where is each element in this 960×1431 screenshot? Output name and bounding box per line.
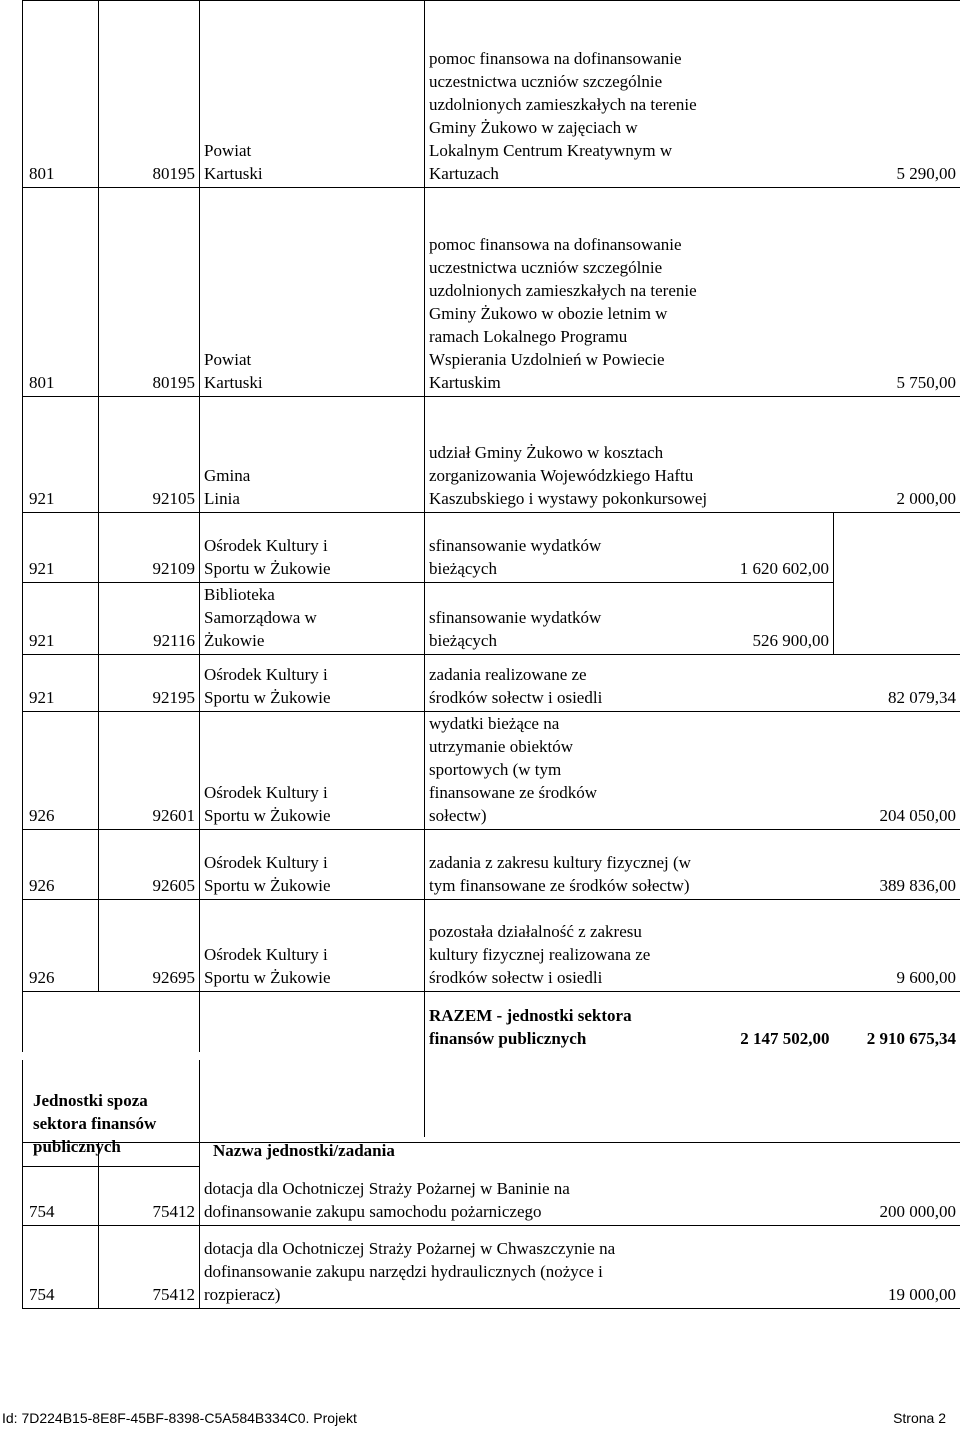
desc-text: wydatki bieżące na utrzymanie obiektów sportowych (w tym finansowane ze środków sołectw) bbox=[429, 714, 598, 825]
table-row bbox=[23, 1, 960, 188]
rozdzial-cell: 80195 bbox=[99, 188, 200, 397]
amount-a-cell bbox=[712, 712, 834, 830]
amount-a-cell bbox=[712, 830, 834, 900]
unit-text: Ośrodek Kultury i Sportu w Żukowie bbox=[204, 853, 331, 895]
table-row bbox=[23, 397, 960, 513]
unit-text: Ośrodek Kultury i Sportu w Żukowie bbox=[204, 665, 331, 707]
desc-text: sfinansowanie wydatków bieżących bbox=[429, 608, 602, 650]
desc-cell bbox=[425, 655, 712, 712]
desc-cell bbox=[425, 900, 712, 992]
amount-b-cell: 9 600,00 bbox=[834, 900, 960, 992]
desc-cell: pomoc finansowa na dofinansowanie uczestnictwa uczniów szczególnie uzdolnionych zamieszkałych na terenie Gminy Żukowo w zajęciach w Lokalnym Centrum Kreatywnym w Kartuzach bbox=[425, 1, 712, 188]
total-label-text: RAZEM - jednostki sektora finansów publicznych bbox=[429, 1005, 632, 1048]
unit-text: Powiat Kartuski bbox=[204, 141, 263, 183]
desc-cell: udział Gminy Żukowo w kosztach zorganizowania Wojewódzkiego Haftu Kaszubskiego i wystawy pokonkursowej bbox=[425, 397, 712, 513]
desc-cell: pomoc finansowa na dofinansowanie uczestnictwa uczniów szczególnie uzdolnionych zamieszkałych na terenie Gminy Żukowo w obozie letnim w ramach Lokalnego Programu Wspierania Uzdolnień w Powiecie Kartuskim bbox=[425, 188, 712, 397]
header-col2-box bbox=[203, 1002, 425, 1160]
table-row bbox=[23, 655, 960, 712]
unit-text: Ośrodek Kultury i Sportu w Żukowie bbox=[204, 783, 331, 825]
rozdzial-cell: 92109 bbox=[99, 513, 200, 583]
rozdzial-cell: 92601 bbox=[99, 712, 200, 830]
desc-text: sfinansowanie wydatków bieżących bbox=[429, 536, 602, 578]
rozdzial-cell: 80195 bbox=[99, 1, 200, 188]
amount-a-cell: 526 900,00 bbox=[712, 583, 834, 655]
sub-table bbox=[22, 1142, 960, 1309]
unit-cell bbox=[200, 188, 425, 397]
table-row bbox=[23, 513, 960, 583]
unit-cell bbox=[200, 583, 425, 655]
table-row bbox=[23, 830, 960, 900]
amount-b-cell bbox=[834, 583, 960, 655]
amount-b-cell: 82 079,34 bbox=[834, 655, 960, 712]
unit-cell bbox=[200, 513, 425, 583]
unit-text: Ośrodek Kultury i Sportu w Żukowie bbox=[204, 536, 331, 578]
dzial-cell: 754 bbox=[23, 1226, 99, 1309]
amount-b-cell: 204 050,00 bbox=[834, 712, 960, 830]
document-id: Id: 7D224B15-8E8F-45BF-8398-C5A584B334C0. Projekt bbox=[2, 1410, 357, 1426]
unit-cell bbox=[200, 900, 425, 992]
section-header bbox=[22, 1031, 960, 1160]
table-row bbox=[23, 900, 960, 992]
amount-a-cell bbox=[712, 188, 834, 397]
desc-text: zadania realizowane ze środków sołectw i osiedli bbox=[429, 665, 603, 707]
rozdzial-cell: 92695 bbox=[99, 900, 200, 992]
table-row bbox=[23, 583, 960, 655]
total-amount-a: 2 147 502,00 bbox=[712, 992, 834, 1052]
desc-cell bbox=[425, 583, 712, 655]
dzial-cell: 926 bbox=[23, 712, 99, 830]
dzial-cell: 921 bbox=[23, 397, 99, 513]
unit-cell bbox=[200, 655, 425, 712]
unit-cell bbox=[200, 397, 425, 513]
amount-cell: 200 000,00 bbox=[836, 1143, 960, 1226]
total-amount-b: 2 910 675,34 bbox=[834, 992, 960, 1052]
rozdzial-cell: 92105 bbox=[99, 397, 200, 513]
unit-text: Gmina Linia bbox=[204, 466, 251, 508]
page-number: Strona 2 bbox=[893, 1410, 946, 1426]
unit-cell bbox=[200, 712, 425, 830]
header-col2-text: Nazwa jednostki/zadania bbox=[213, 1141, 395, 1160]
dzial-cell: 801 bbox=[23, 1, 99, 188]
rozdzial-cell: 75412 bbox=[99, 1226, 200, 1309]
unit-cell bbox=[200, 830, 425, 900]
dzial-cell: 921 bbox=[23, 583, 99, 655]
amount-cell: 19 000,00 bbox=[836, 1226, 960, 1309]
table-row bbox=[23, 712, 960, 830]
unit-text: Ośrodek Kultury i Sportu w Żukowie bbox=[204, 945, 331, 987]
header-col1-text: Jednostki spoza sektora finansów publicznych bbox=[33, 1091, 157, 1156]
unit-text: Biblioteka Samorządowa w Żukowie bbox=[204, 585, 317, 650]
rozdzial-cell: 92195 bbox=[99, 655, 200, 712]
dzial-cell: 926 bbox=[23, 830, 99, 900]
dzial-cell: 926 bbox=[23, 900, 99, 992]
amount-a-cell bbox=[712, 1, 834, 188]
table-row bbox=[23, 188, 960, 397]
desc-cell bbox=[425, 513, 712, 583]
desc-text: dotacja dla Ochotniczej Straży Pożarnej w Chwaszczynie na dofinansowanie zakupu narzędzi hydraulicznych (nożyce i rozpieracz) bbox=[204, 1239, 616, 1304]
amount-b-cell bbox=[834, 513, 960, 583]
main-table bbox=[22, 0, 960, 1052]
table-row bbox=[23, 1226, 960, 1309]
dzial-cell: 801 bbox=[23, 188, 99, 397]
table-row bbox=[23, 1143, 960, 1226]
amount-a-cell: 1 620 602,00 bbox=[712, 513, 834, 583]
unit-text: Powiat Kartuski bbox=[204, 350, 263, 392]
desc-text: dotacja dla Ochotniczej Straży Pożarnej w Baninie na dofinansowanie zakupu samochodu pożarniczego bbox=[204, 1179, 570, 1221]
dzial-cell: 921 bbox=[23, 655, 99, 712]
rozdzial-cell: 75412 bbox=[99, 1143, 200, 1226]
desc-cell bbox=[425, 712, 712, 830]
amount-a-cell bbox=[712, 655, 834, 712]
amount-a-cell bbox=[712, 397, 834, 513]
amount-a-cell bbox=[712, 900, 834, 992]
desc-text: pozostała działalność z zakresu kultury fizycznej realizowana ze środków sołectw i osiedli bbox=[429, 922, 651, 987]
rozdzial-cell: 92116 bbox=[99, 583, 200, 655]
amount-b-cell: 5 750,00 bbox=[834, 188, 960, 397]
amount-b-cell: 389 836,00 bbox=[834, 830, 960, 900]
dzial-cell: 921 bbox=[23, 513, 99, 583]
rozdzial-cell: 92605 bbox=[99, 830, 200, 900]
amount-b-cell: 2 000,00 bbox=[834, 397, 960, 513]
dzial-cell: 754 bbox=[23, 1143, 99, 1226]
desc-cell bbox=[200, 1226, 836, 1309]
desc-cell bbox=[200, 1143, 836, 1226]
amount-b-cell: 5 290,00 bbox=[834, 1, 960, 188]
unit-cell bbox=[200, 1, 425, 188]
desc-cell: zadania z zakresu kultury fizycznej (w tym finansowane ze środków sołectw) bbox=[425, 830, 712, 900]
